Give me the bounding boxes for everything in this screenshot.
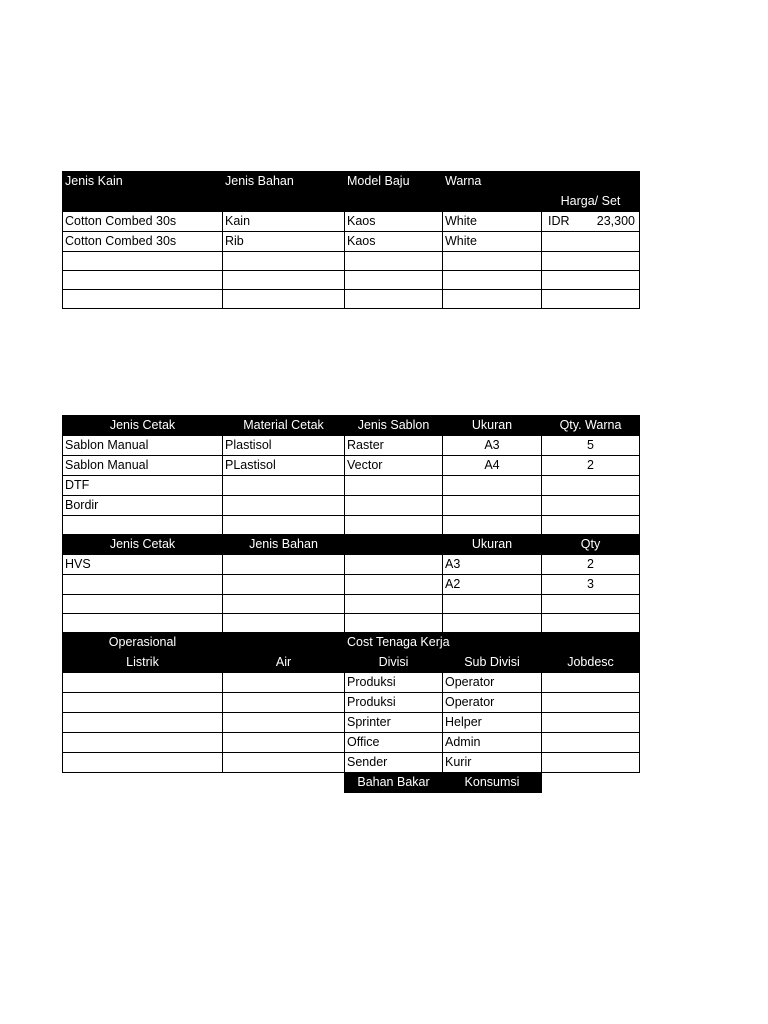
header-ukuran[interactable]: Ukuran (443, 535, 542, 555)
paper-header-row (63, 535, 640, 555)
table-row (63, 753, 640, 773)
cell[interactable] (63, 733, 223, 753)
table-row (63, 271, 640, 290)
header-empty[interactable] (63, 192, 223, 212)
cell[interactable] (542, 693, 640, 713)
cost-group-header-row (63, 633, 640, 653)
cell[interactable] (63, 753, 223, 773)
cell[interactable]: White (443, 212, 542, 232)
cell[interactable]: Kaos (345, 212, 443, 232)
cell[interactable] (345, 614, 443, 633)
table-row (63, 252, 640, 271)
header-empty[interactable] (542, 633, 640, 653)
header-empty[interactable] (542, 172, 640, 192)
table-row (63, 713, 640, 733)
cell[interactable]: Cotton Combed 30s (63, 232, 223, 252)
cell[interactable] (223, 252, 345, 271)
cell[interactable] (345, 555, 443, 575)
cell[interactable] (542, 614, 640, 633)
header-jenis-bahan[interactable]: Jenis Bahan (223, 172, 345, 192)
header-ukuran[interactable]: Ukuran (443, 416, 542, 436)
cell[interactable] (223, 595, 345, 614)
fabric-header-row-2 (63, 192, 640, 212)
cell[interactable] (223, 713, 345, 733)
header-empty[interactable] (345, 535, 443, 555)
cell[interactable]: PLastisol (223, 456, 345, 476)
header-warna[interactable]: Warna (443, 172, 542, 192)
cell[interactable] (443, 290, 542, 309)
cell[interactable]: Plastisol (223, 436, 345, 456)
header-jobdesc[interactable]: Jobdesc (542, 653, 640, 673)
header-sub-divisi[interactable]: Sub Divisi (443, 653, 542, 673)
cell[interactable]: Kurir (443, 753, 542, 773)
table-row (63, 232, 640, 252)
cell[interactable] (63, 271, 223, 290)
cell[interactable] (63, 575, 223, 595)
cell[interactable] (223, 496, 345, 516)
cell[interactable] (542, 595, 640, 614)
cell[interactable] (223, 555, 345, 575)
cell[interactable]: 5 (542, 436, 640, 456)
header-listrik[interactable]: Listrik (63, 653, 223, 673)
header-empty[interactable] (345, 192, 443, 212)
header-qty[interactable]: Qty (542, 535, 640, 555)
cost-header-row (63, 653, 640, 673)
cell[interactable] (542, 476, 640, 496)
cell[interactable] (542, 232, 640, 252)
cell[interactable] (345, 476, 443, 496)
header-model-baju[interactable]: Model Baju (345, 172, 443, 192)
cell[interactable] (542, 271, 640, 290)
cell[interactable] (223, 614, 345, 633)
cell[interactable] (443, 271, 542, 290)
cell[interactable] (63, 252, 223, 271)
cell[interactable] (443, 595, 542, 614)
header-empty[interactable] (443, 192, 542, 212)
cell[interactable]: Operator (443, 693, 542, 713)
cell[interactable]: DTF (63, 476, 223, 496)
blank-cell (63, 773, 223, 793)
cell[interactable] (63, 290, 223, 309)
cell[interactable] (223, 476, 345, 496)
cell[interactable]: Raster (345, 436, 443, 456)
cell[interactable] (345, 496, 443, 516)
header-jenis-bahan[interactable]: Jenis Bahan (223, 535, 345, 555)
cell[interactable]: Bordir (63, 496, 223, 516)
header-air[interactable]: Air (223, 653, 345, 673)
cell[interactable]: Admin (443, 733, 542, 753)
table-row (63, 516, 640, 535)
fabric-header-row (63, 172, 640, 192)
header-qty-warna[interactable]: Qty. Warna (542, 416, 640, 436)
cell[interactable] (443, 252, 542, 271)
cell[interactable] (345, 271, 443, 290)
cell[interactable]: Helper (443, 713, 542, 733)
cell[interactable] (542, 713, 640, 733)
cell[interactable] (542, 753, 640, 773)
header-divisi[interactable]: Divisi (345, 653, 443, 673)
table-row (63, 456, 640, 476)
cell[interactable] (443, 476, 542, 496)
table-row (63, 733, 640, 753)
footer-row (63, 773, 640, 793)
cell[interactable] (63, 693, 223, 713)
table-row (63, 693, 640, 713)
header-operasional[interactable]: Operasional (63, 633, 223, 653)
cell[interactable]: White (443, 232, 542, 252)
cell[interactable]: Kaos (345, 232, 443, 252)
cell[interactable]: Sender (345, 753, 443, 773)
cell[interactable] (542, 673, 640, 693)
header-jenis-cetak[interactable]: Jenis Cetak (63, 416, 223, 436)
cell[interactable]: A2 (443, 575, 542, 595)
cell[interactable]: 2 (542, 555, 640, 575)
cell[interactable]: Operator (443, 673, 542, 693)
cell[interactable]: A3 (443, 436, 542, 456)
cell[interactable] (345, 516, 443, 535)
cell[interactable]: Kain (223, 212, 345, 232)
cell[interactable]: A3 (443, 555, 542, 575)
header-konsumsi[interactable]: Konsumsi (443, 773, 542, 793)
cell[interactable] (443, 496, 542, 516)
cell[interactable]: Sablon Manual (63, 436, 223, 456)
table-row (63, 575, 640, 595)
price-cell[interactable] (542, 212, 640, 232)
cell[interactable]: Vector (345, 456, 443, 476)
cell[interactable]: Rib (223, 232, 345, 252)
cell[interactable]: A4 (443, 456, 542, 476)
cell[interactable] (63, 673, 223, 693)
cell[interactable]: Cotton Combed 30s (63, 212, 223, 232)
cell[interactable] (63, 614, 223, 633)
cell[interactable] (223, 673, 345, 693)
blank-cell (542, 773, 640, 793)
cell[interactable] (63, 516, 223, 535)
cell[interactable] (443, 614, 542, 633)
cell[interactable] (63, 595, 223, 614)
cell[interactable] (223, 290, 345, 309)
cell[interactable] (223, 516, 345, 535)
table-row (63, 476, 640, 496)
cell[interactable] (223, 753, 345, 773)
print-table (62, 415, 640, 793)
cell[interactable] (223, 271, 345, 290)
cell[interactable] (223, 575, 345, 595)
table-row (63, 496, 640, 516)
blank-cell (223, 773, 345, 793)
header-bahan-bakar[interactable]: Bahan Bakar (345, 773, 443, 793)
header-jenis-cetak[interactable]: Jenis Cetak (63, 535, 223, 555)
table-row (63, 614, 640, 633)
header-jenis-kain[interactable]: Jenis Kain (63, 172, 223, 192)
table-row (63, 555, 640, 575)
header-empty[interactable] (223, 192, 345, 212)
header-harga-set[interactable]: Harga/ Set (542, 192, 640, 212)
cell[interactable]: Office (345, 733, 443, 753)
cell[interactable] (63, 713, 223, 733)
cell[interactable] (223, 733, 345, 753)
cell[interactable]: Produksi (345, 693, 443, 713)
cell[interactable]: Produksi (345, 673, 443, 693)
cell[interactable] (345, 252, 443, 271)
price-value: 23,300 (596, 214, 635, 228)
cell[interactable]: 2 (542, 456, 640, 476)
table-row (63, 595, 640, 614)
print-header-row (63, 416, 640, 436)
fabric-table (62, 171, 640, 309)
table-row (63, 436, 640, 456)
cell[interactable]: Sprinter (345, 713, 443, 733)
currency-label: IDR (548, 214, 570, 228)
cell[interactable] (443, 516, 542, 535)
cell[interactable] (542, 252, 640, 271)
cell[interactable]: Sablon Manual (63, 456, 223, 476)
header-empty[interactable] (223, 633, 345, 653)
cell[interactable] (345, 595, 443, 614)
table-row (63, 673, 640, 693)
cell[interactable] (345, 575, 443, 595)
cell[interactable] (542, 516, 640, 535)
header-cost-tenaga-kerja[interactable]: Cost Tenaga Kerja (345, 633, 542, 653)
header-jenis-sablon[interactable]: Jenis Sablon (345, 416, 443, 436)
cell[interactable] (542, 290, 640, 309)
cell[interactable]: 3 (542, 575, 640, 595)
cell[interactable] (542, 496, 640, 516)
cell[interactable] (542, 733, 640, 753)
table-row (63, 212, 640, 232)
cell[interactable] (345, 290, 443, 309)
table-row (63, 290, 640, 309)
header-material-cetak[interactable]: Material Cetak (223, 416, 345, 436)
cell[interactable] (223, 693, 345, 713)
cell[interactable]: HVS (63, 555, 223, 575)
